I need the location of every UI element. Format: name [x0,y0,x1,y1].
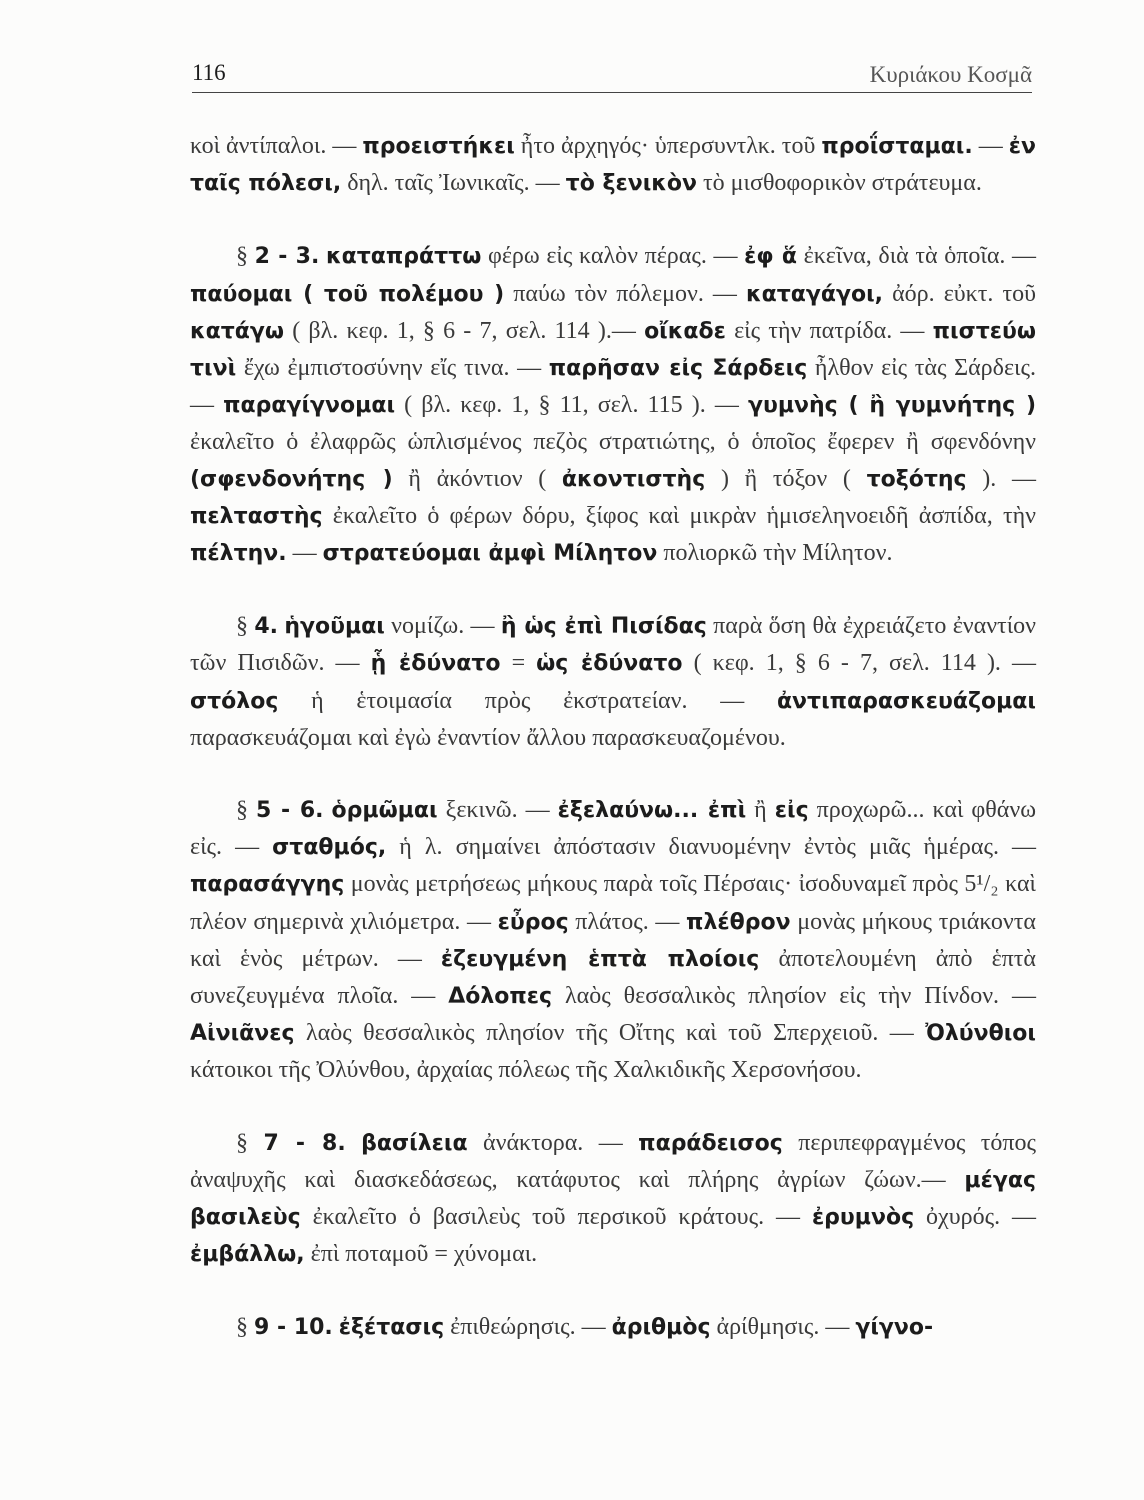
gloss-text: ἐκαλεῖτο ὁ βασιλεὺς τοῦ περσικοῦ κράτους. — [300,1204,812,1231]
gloss-text [319,243,326,269]
gloss-text: λαὸς θεσσαλικὸς πλησίον τῆς Οἴτης καὶ τοῦ Σπερχειοῦ. — [294,1020,926,1047]
lemma-term: ἐφ ἅ [744,244,797,270]
lemma-term: Ὀλύνθιοι [925,1021,1036,1047]
gloss-text: ἀρίθμησις. — [710,1314,856,1341]
lemma-term: οἴκαδε [644,318,726,344]
paragraph [190,1309,1036,1346]
gloss-text: εἰς τὴν πατρίδα. — [725,317,933,344]
gloss-text: ) ἢ τόξον ( [705,465,867,492]
lemma-term: ἐξελαύνω... ἐπὶ [557,798,747,824]
gloss-text: παύω τὸν πόλεμον. — [504,280,746,307]
lemma-term: ἢ ὡς ἐπὶ Πισίδας [500,614,707,640]
lemma-term: ἐζευγμένη ἑπτὰ πλοίοις [440,946,760,972]
lemma-term: ἀντιπαρασκευάζομαι [776,688,1036,714]
gloss-text: ξεκινῶ. — [437,797,558,824]
lemma-term: ἡγοῦμαι [284,614,385,640]
lemma-term: ᾗ ἐδύνατο [370,651,501,677]
paragraph [190,608,1036,756]
lemma-term: ἀκοντιστὴς [561,466,706,492]
gloss-text: τὸ μισθοφορικὸν στράτευμα. [697,170,982,197]
gloss-text: ( βλ. κεφ. 1, § 6 - 7, σελ. 114 ).— [284,317,645,344]
paragraph [190,238,1036,572]
lemma-term: μέγας βασιλεὺς [190,1167,1036,1231]
gloss-text: ἢ [746,797,775,824]
gloss-text: κοὶ ἀντίπαλοι. — [190,133,363,159]
gloss-text: προχωρῶ... καὶ φθάνω εἰς. — [190,797,1037,861]
lemma-term: ἐξέτασις [338,1315,445,1341]
lemma-term: πέλτην. [190,541,287,567]
gloss-text: παρασκευάζομαι καὶ ἐγὼ ἐναντίον ἄλλου παρασκευαζομένου. [190,724,786,751]
lemma-term: 9 - 10. [254,1315,333,1341]
gloss-text: ἀνάκτορα. — [467,1129,639,1156]
gloss-text: ( βλ. κεφ. 1, § 11, σελ. 115 ). — [395,392,748,419]
lemma-term: γίγνο- [855,1315,934,1341]
lemma-term: ἀριθμὸς [611,1315,711,1341]
gloss-text: = [500,650,537,677]
lemma-term: στόλος [190,688,279,714]
gloss-text: ἐκεῖνα, διὰ τὰ ὁποῖα. — [797,243,1037,270]
lemma-term: παραγίγνομαι [223,393,396,419]
gloss-text: μονὰς μετρήσεως μήκους παρὰ τοῖς Πέρσαις· ἰσοδυναμεῖ πρὸς 5¹/₂ καὶ πλέον σημερινὰ χιλιόμετρα. — [190,871,1036,935]
lemma-term: πλέθρον [686,909,791,935]
gloss-text: — [972,133,1009,159]
lemma-term: πελταστὴς [190,503,323,529]
gloss-text: — [286,540,323,567]
lemma-term: προειστήκει [362,134,515,159]
lemma-term: βασίλεια [361,1130,468,1156]
gloss-text: περιπεφραγμένος τόπος ἀναψυχῆς καὶ διασκεδάσεως, κατάφυτος καὶ πλήρης ἀγρίων ζώων.— [190,1129,1037,1193]
lemma-term: καταγάγοι, [745,281,884,307]
gloss-text: ἐπιθεώρησις. — [444,1314,612,1341]
gloss-text: παρὰ ὅση θὰ ἐχρειάζετο ἐναντίον τῶν Πισιδῶν. — [190,613,1036,677]
gloss-text: ἐκαλεῖτο ὁ φέρων δόρυ, ξίφος καὶ μικρὰν ἡμισεληνοειδῆ ἀσπίδα, τὴν [322,502,1036,529]
page-header [192,58,1032,93]
gloss-text: ἔχω ἐμπιστοσύνην εἴς τινα. — [236,355,549,382]
gloss-text: μονὰς μήκους τριάκοντα καὶ ἑνὸς μέτρων. — [190,908,1036,972]
lemma-term: εἰς [774,798,809,824]
lemma-term: παρῆσαν εἰς Σάρδεις [548,356,808,382]
lemma-term: παράδεισος [638,1130,783,1156]
paragraph-gap [190,202,1036,238]
lemma-term: γυμνὴς ( ἢ γυμνήτης ) [748,393,1036,419]
gloss-text: ἢ ἀκόντιον ( [392,465,562,492]
gloss-text: § [236,613,255,640]
gloss-text: § [236,1314,254,1341]
gloss-text: § [236,797,257,824]
gloss-text: νομίζω. — [384,613,501,640]
gloss-text: ἐπὶ ποταμοῦ = χύνομαι. [304,1241,538,1268]
gloss-text: ἐκαλεῖτο ὁ ἐλαφρῶς ὡπλισμένος πεζὸς στρατιώτης, ὁ ὁποῖος ἔφερεν ἢ σφενδόνην [190,429,1036,456]
lemma-term: κατάγω [190,318,285,344]
lemma-term: παύομαι ( τοῦ πολέμου ) [190,281,505,307]
running-title: Κυριάκου Κοσμᾶ [869,62,1032,87]
lemma-term: καταπράττω [325,244,482,270]
paragraph [190,128,1036,202]
lemma-term: 2 - 3. [254,244,320,270]
paragraph-gap [190,756,1036,792]
lemma-term: σταθμός, [272,835,387,861]
lemma-term: προΐσταμαι. [821,134,973,159]
lemma-term: τὸ ξενικὸν [565,171,698,197]
lemma-term: Αἰνιᾶνες [190,1021,295,1047]
lemma-term: ὡς ἐδύνατο [536,651,683,677]
lemma-term: παρασάγγης [190,872,345,898]
lemma-term: εὖρος [497,909,569,935]
lemma-term: ὁρμῶμαι [331,798,438,824]
lemma-term: 7 - 8. [263,1130,346,1156]
gloss-text: ἡ ἑτοιμασία πρὸς ἐκστρατείαν. — [278,687,777,714]
paragraph-gap [190,572,1036,608]
lemma-term: Δόλοπες [448,984,553,1010]
lemma-term: ἐρυμνὸς [811,1205,915,1231]
paragraph-gap [190,1273,1036,1309]
gloss-text: πλάτος. — [568,908,687,935]
gloss-text: δηλ. ταῖς Ἰωνικαῖς. — [341,170,566,197]
lemma-term: στρατεύομαι ἀμφὶ Μίλητον [322,541,658,567]
paragraph-gap [190,1089,1036,1125]
gloss-text: ἦτο ἀρχηγός· ὑπερσυντλκ. τοῦ [514,133,822,159]
lemma-term: ἐν ταῖς πόλεσι, [190,134,1036,197]
lemma-term: ἐμβάλλω, [190,1242,305,1268]
gloss-text: ). — [966,465,1036,492]
gloss-text: πολιορκῶ τὴν Μίλητον. [657,540,893,567]
gloss-text: ἀποτελουμένη ἀπὸ ἑπτὰ συνεζευγμένα πλοῖα. — [190,945,1037,1010]
lemma-term: πιστεύω τινὶ [190,318,1036,382]
paragraph [190,792,1036,1089]
gloss-text: ὀχυρός. — [914,1204,1036,1231]
gloss-text [324,797,332,823]
gloss-text: ( κεφ. 1, § 6 - 7, σελ. 114 ). — [682,650,1036,677]
lemma-term: τοξότης [866,466,967,492]
gloss-text: § [236,243,255,270]
paragraph [190,1125,1036,1274]
gloss-text: λαὸς θεσσαλικὸς πλησίον εἰς τὴν Πίνδον. — [552,983,1036,1010]
gloss-text: ἦλθον εἰς τὰς Σάρδεις. — [190,355,1036,419]
lemma-term: 4. [254,614,278,640]
gloss-text [346,1130,361,1156]
lemma-term: 5 - 6. [256,798,324,824]
gloss-text: § [236,1129,264,1156]
gloss-text: κάτοικοι τῆς Ὀλύνθου, ἀρχαίας πόλεως τῆς Χαλκιδικῆς Χερσονήσου. [190,1057,862,1084]
page-number: 116 [192,60,226,85]
lemma-term: (σφενδονήτης ) [190,466,393,492]
gloss-text: ἀόρ. εὐκτ. τοῦ [883,280,1036,307]
gloss-text: φέρω εἰς καλὸν πέρας. — [481,243,745,270]
gloss-text: ἡ λ. σημαίνει ἀπόστασιν διανυομένην ἐντὸς μιᾶς ἡμέρας. — [386,834,1037,861]
commentary-text [190,128,1036,1347]
